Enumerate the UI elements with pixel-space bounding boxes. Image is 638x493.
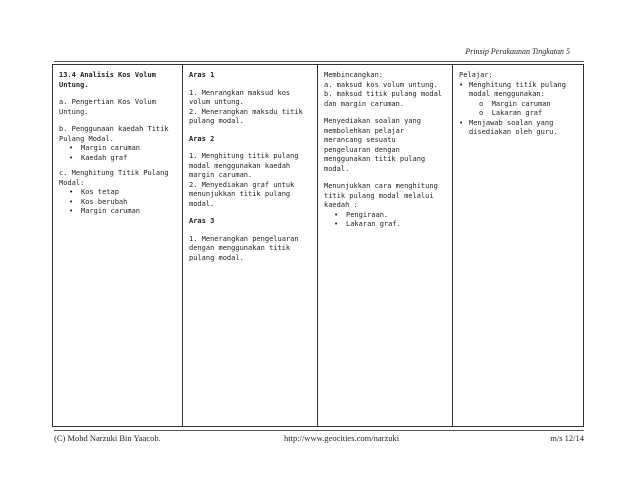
column-activities [318,65,453,426]
activity-methods-list [324,211,447,230]
footer-page-number: m/s 12/14 [550,433,584,443]
list-item: • Kos tetap [59,188,177,198]
column-students [453,65,585,426]
topic-a: a. Pengertian Kos Volum Untung. [59,98,156,116]
footer-author: (C) Mohd Narzuki Bin Yaacob. [54,433,161,443]
aras3-text: 1. Menerangkan pengeluaran dengan menggunakan titik pulang modal. [189,234,299,262]
topic-b-list [59,144,177,163]
list-item: • Margin caruman [59,144,177,154]
topic-c-list [59,188,177,217]
list-item: • Kos berubah [59,198,177,208]
footer-url: http://www.geocities.com/narzuki [284,433,400,443]
list-item: • Menjawab soalan yang disediakan oleh guru. [459,119,580,138]
aras1-heading: Aras 1 [189,71,215,79]
column-topic [53,65,183,426]
students-heading: Pelajar: [459,71,493,79]
aras1-text: 1. Menrangkan maksud kos volum untung. 2. Menerangkan maksdu titik pulang modal. [189,88,303,125]
footer-divider [54,430,584,431]
list-item: • Margin caruman [59,207,177,217]
topic-title: 13.4 Analisis Kos Volum Untung. [59,71,156,89]
list-item: • Menghitung titik pulang modal menggunakan: o Margin caruman o Lakaran graf [459,81,580,119]
list-item: • Pengiraan. [324,211,447,221]
header-divider [54,61,584,62]
aras2-heading: Aras 2 [189,134,215,143]
activity-demonstrate: Menunjukkan cara menghitung titik pulang modal melalui kaedah : [324,182,438,209]
aras2-text: 1. Menghitung titik pulang modal menggunakan kaedah margin caruman. 2. Menyediakan graf untuk menunjukkan titik pulang modal. [189,152,299,208]
list-item: • Lakaran graf. [324,220,447,230]
header-subject: Prinsip Perakaunan Tingkatan 5 [465,47,570,56]
students-list [459,81,580,138]
aras3-heading: Aras 3 [189,217,215,225]
activity-discuss: Membincangkan: a. maksud kos volum untung. b. maksud titik pulang modal dan margin caruman. [324,71,443,108]
topic-c: c. Menghitung Titik Pulang Modal: [59,169,169,187]
list-item: • Kaedah graf [59,154,177,164]
column-objectives [183,65,318,426]
lesson-plan-table [52,64,584,427]
activity-prepare: Menyediakan soalan yang membolehkan pelajar merancang sesuatu pengeluaran dengan menggunakan titik pulang modal. [324,117,426,173]
topic-b: b. Penggunaan kaedah Titik Pulang Modal. [59,125,169,143]
